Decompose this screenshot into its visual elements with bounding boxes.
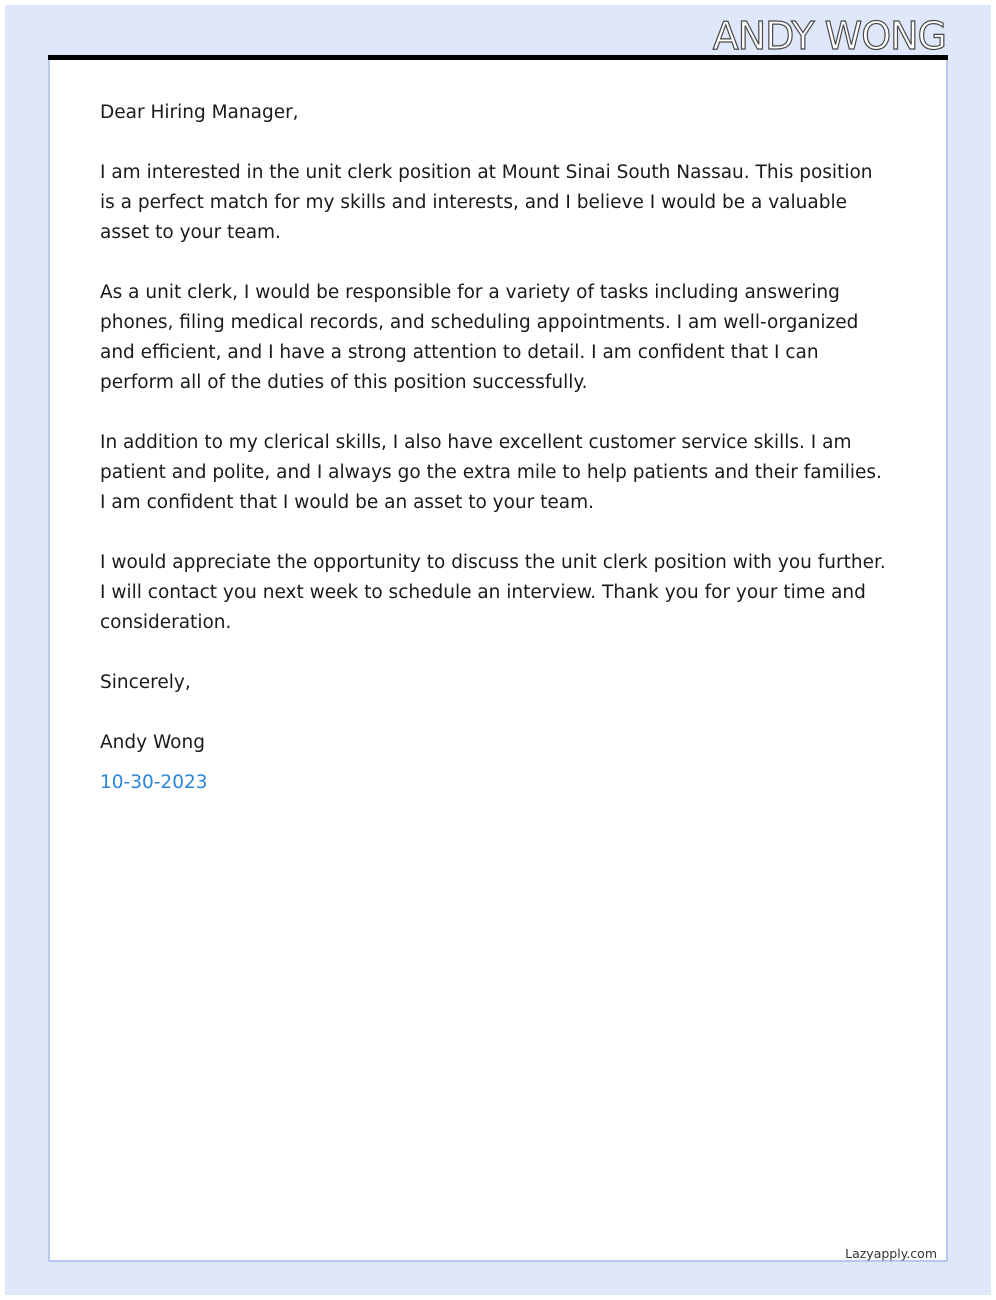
applicant-name: ANDY WONG — [712, 14, 946, 58]
paragraph-4: I would appreciate the opportunity to discuss the unit clerk position with you further. I will contact you next week to schedule an interview. Thank you for your time and consideration. — [100, 552, 886, 633]
paragraph-2: As a unit clerk, I would be responsible for a variety of tasks including answering phones, filing medical records, and scheduling appointments. I am well-organized and efficient, and I have a strong attention to detail. I am confident that I can perform all of the duties of this position successfully. — [100, 282, 859, 393]
greeting: Dear Hiring Manager, — [100, 102, 299, 123]
signature-name: Andy Wong — [100, 732, 205, 753]
letter-date: 10-30-2023 — [100, 772, 208, 793]
letter-body — [100, 98, 890, 798]
closing: Sincerely, — [100, 672, 191, 693]
footer-brand: Lazyapply.com — [845, 1246, 937, 1261]
paragraph-3: In addition to my clerical skills, I also have excellent customer service skills. I am patient and polite, and I always go the extra mile to help patients and their families. I am confident that I would be an asset to your team. — [100, 432, 882, 513]
paragraph-1: I am interested in the unit clerk position at Mount Sinai South Nassau. This position is a perfect match for my skills and interests, and I believe I would be a valuable asset to your team. — [100, 162, 873, 243]
